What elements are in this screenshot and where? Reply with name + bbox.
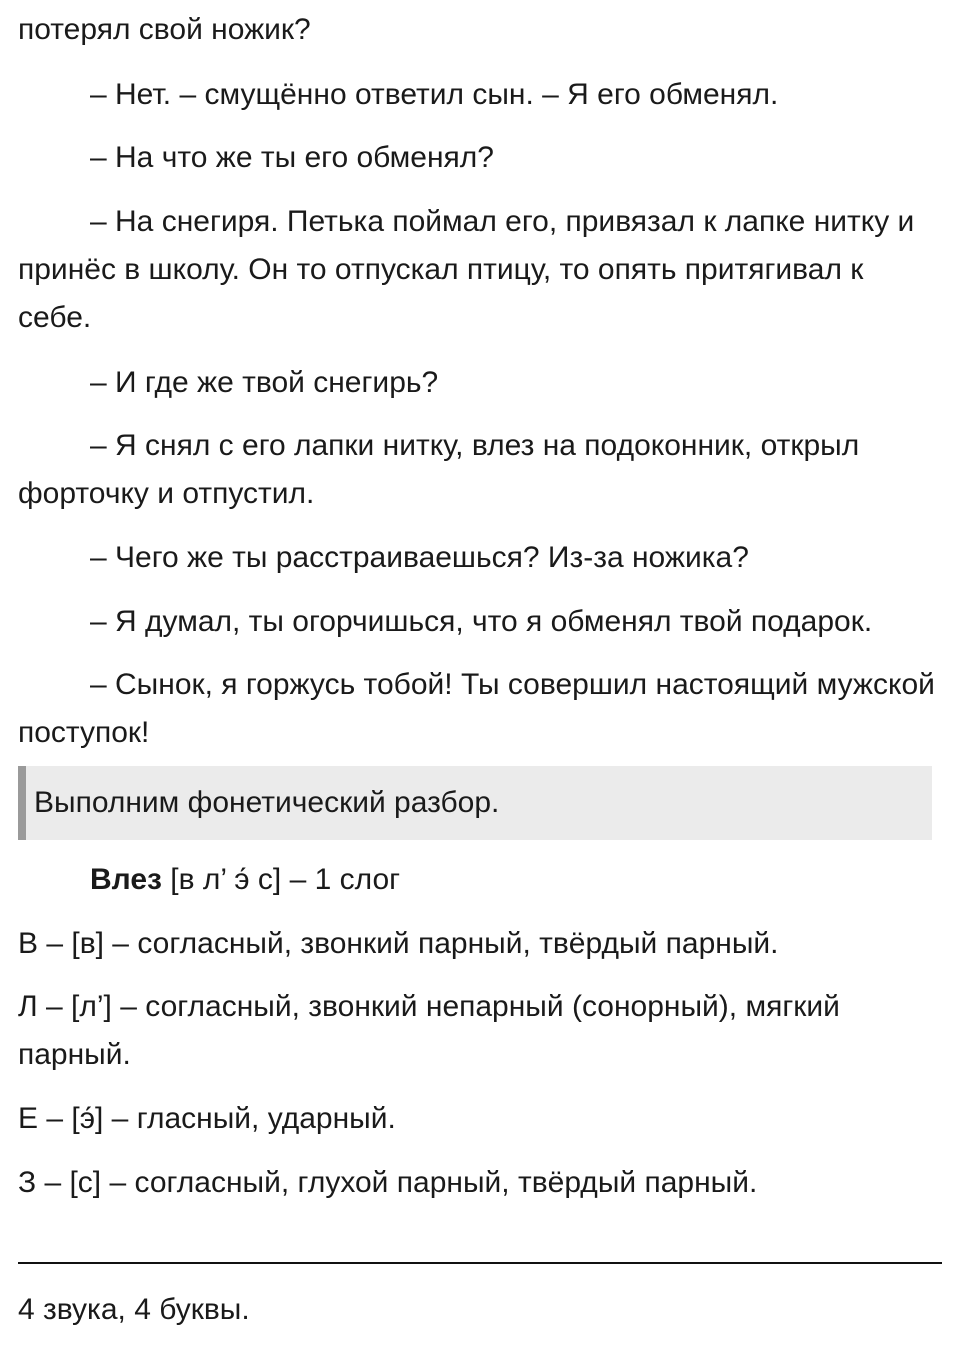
letter-analysis-l: Л – [л’] – согласный, звонкий непарный (сонорный), мягкий парный. bbox=[18, 990, 840, 1071]
story-paragraph-5: – Я снял с его лапки нитку, влез на подоконник, открыл форточку и отпустил. bbox=[18, 429, 860, 510]
letter-analysis-z: З – [с] – согласный, глухой парный, твёрдый парный. bbox=[18, 1166, 758, 1199]
analysis-summary: 4 звука, 4 буквы. bbox=[18, 1293, 250, 1326]
story-paragraph-7: – Я думал, ты огорчишься, что я обменял твой подарок. bbox=[90, 605, 873, 638]
story-paragraph-1: – Нет. – смущённо ответил сын. – Я его обменял. bbox=[90, 78, 779, 111]
letter-analysis-v: В – [в] – согласный, звонкий парный, твёрдый парный. bbox=[18, 927, 779, 960]
callout-box bbox=[18, 766, 932, 840]
story-paragraph-6: – Чего же ты расстраиваешься? Из-за ножика? bbox=[90, 541, 749, 574]
story-paragraph-3: – На снегиря. Петька поймал его, привязал к лапке нитку и принёс в школу. Он то отпускал птицу, то опять притягивал к себе. bbox=[18, 205, 915, 334]
story-line-continued: потерял свой ножик? bbox=[18, 13, 311, 46]
story-paragraph-4: – И где же твой снегирь? bbox=[90, 366, 439, 399]
analysis-transcription: [в л’ э́ с] – 1 слог bbox=[161, 863, 401, 896]
analysis-word-line bbox=[18, 856, 942, 904]
story-paragraph-8: – Сынок, я горжусь тобой! Ты совершил настоящий мужской поступок! bbox=[18, 668, 935, 749]
summary-divider bbox=[18, 1262, 942, 1264]
analysis-word: Влез bbox=[90, 863, 162, 896]
letter-analysis-e: Е – [э́] – гласный, ударный. bbox=[18, 1102, 396, 1135]
callout-text: Выполним фонетический разбор. bbox=[34, 786, 500, 819]
story-paragraph-2: – На что же ты его обменял? bbox=[90, 141, 494, 174]
